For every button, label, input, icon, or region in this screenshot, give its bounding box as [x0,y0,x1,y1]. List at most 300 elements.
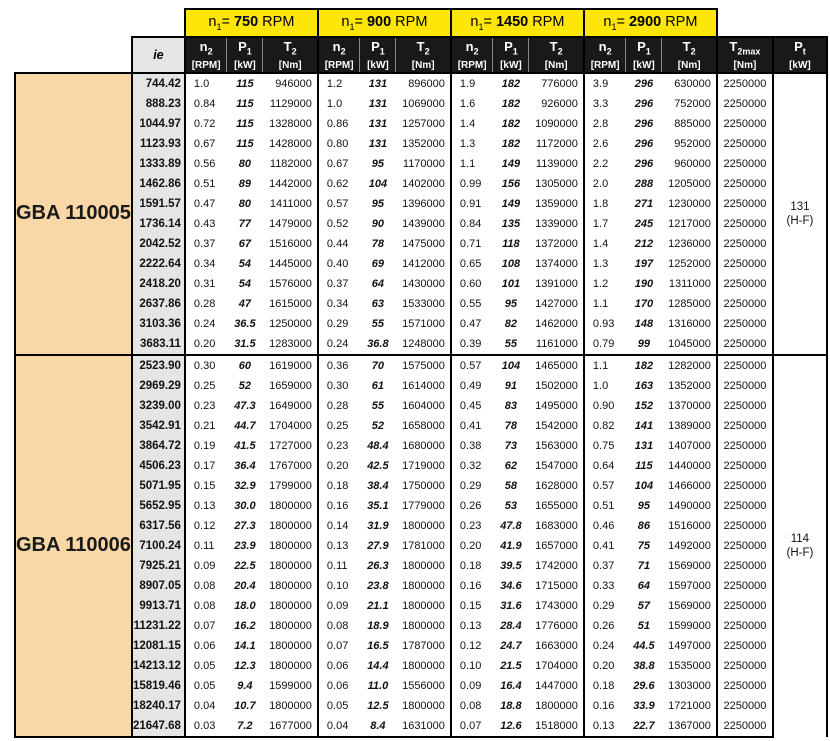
t2max-value: 2250000 [717,294,773,314]
t2-value: 1465000 [529,355,584,376]
table-row [15,456,827,476]
p1-value: 115 [227,73,263,94]
p1-value: 51 [637,619,651,632]
p1-value: 23.8 [367,579,389,592]
t2-value: 1497000 [668,639,711,652]
ie-value: 5652.95 [132,496,185,516]
t2-value: 1715000 [535,579,578,592]
t2-column-header: $T_2$ [Nm] [396,37,451,73]
p1-value: 16.2 [234,619,256,632]
table-row [15,676,827,696]
n2-value: 1.1 [451,154,493,174]
p1-value: 36.5 [234,317,256,330]
p1-value: 44.7 [234,419,256,432]
t2-value: 1462000 [535,317,578,330]
ie-value: 12081.15 [132,636,185,656]
t2-value: 1800000 [402,559,445,572]
p1-value: 118 [502,237,520,250]
n2-value: 0.18 [451,556,493,576]
t2-value: 1217000 [668,217,711,230]
t2-value: 1411000 [269,197,312,210]
p1-value: 149 [501,197,521,210]
t2max-value: 2250000 [717,656,773,676]
t2-value: 1303000 [668,679,711,692]
n2-value: 0.86 [318,114,360,134]
p1-value: 8.4 [360,716,396,737]
t2-value: 1495000 [535,399,578,412]
p1-value: 131 [368,97,388,110]
p1-value: 41.5 [234,439,256,452]
n2-value: 0.23 [318,436,360,456]
n2-value: 0.29 [451,476,493,496]
t2-value: 1428000 [269,137,312,150]
n2-value: 0.20 [584,656,626,676]
n2-value: 0.46 [584,516,626,536]
t2-value: 1372000 [535,237,578,250]
t2-value: 1161000 [535,337,578,350]
t2max-value: 2250000 [717,114,773,134]
ie-value: 21647.68 [132,716,185,737]
t2-value: 1359000 [535,197,578,210]
t2max-value: 2250000 [717,636,773,656]
t2-value: 1439000 [402,217,445,230]
n2-value: 0.47 [185,194,227,214]
n2-value: 0.37 [185,234,227,254]
table-row [15,556,827,576]
n2-value: 0.49 [451,376,493,396]
n2-value: 0.06 [318,676,360,696]
ie-value: 4506.23 [132,456,185,476]
pt-number: 114 [790,533,810,546]
p1-value: 197 [634,257,654,270]
table-row [15,274,827,294]
t2-value: 1614000 [402,379,445,392]
table-row [15,696,827,716]
t2max-value: 2250000 [717,214,773,234]
p1-value: 24.7 [500,639,522,652]
model-label: GBA 110006 [15,355,132,737]
p1-value: 38.4 [367,479,389,492]
p1-value: 80 [238,157,252,170]
table-row [15,636,827,656]
table-row [15,194,827,214]
t2-value: 952000 [674,137,711,150]
table-row [15,596,827,616]
t2max-value: 2250000 [717,334,773,355]
p1-value: 23.9 [234,539,256,552]
t2-value: 776000 [529,73,584,94]
p1-value: 67 [238,237,252,250]
ie-value: 6317.56 [132,516,185,536]
t2-value: 1447000 [535,679,578,692]
t2max-value: 2250000 [717,556,773,576]
n2-value: 0.25 [318,416,360,436]
p1-value: 95 [371,157,385,170]
p1-value: 52 [371,419,385,432]
t2-value: 1374000 [535,257,578,270]
p1-value: 296 [626,73,662,94]
t2max-value: 2250000 [717,576,773,596]
n2-value: 0.20 [185,334,227,355]
t2-value: 1542000 [535,419,578,432]
table-row [15,294,827,314]
t2-value: 1800000 [269,659,312,672]
p1-value: 28.4 [500,619,522,632]
t2-value: 1328000 [269,117,312,130]
p1-value: 33.9 [633,699,655,712]
t2-value: 1599000 [668,619,711,632]
p1-value: 30.0 [234,499,256,512]
t2-value: 1479000 [269,217,312,230]
n2-value: 0.24 [584,636,626,656]
t2-value: 1502000 [535,379,578,392]
pt-value [773,355,827,737]
ie-value: 2042.52 [132,234,185,254]
ie-value: 1462.86 [132,174,185,194]
p1-value: 16.4 [500,679,522,692]
t2max-value: 2250000 [717,174,773,194]
p1-value: 26.3 [367,559,389,572]
t2-value: 1628000 [535,479,578,492]
banner-row [15,9,827,37]
t2-value: 1389000 [668,419,711,432]
t2-value: 1727000 [269,439,312,452]
t2-value: 1779000 [402,499,445,512]
p1-value: 61 [371,379,385,392]
t2max-value: 2250000 [717,274,773,294]
t2-value: 1402000 [402,177,445,190]
p1-value: 64 [371,277,385,290]
n2-value: 0.13 [584,716,626,737]
t2-value: 1396000 [402,197,445,210]
n2-value: 0.29 [318,314,360,334]
n2-value: 0.05 [185,676,227,696]
n2-column-header: $n_2$ [RPM] [318,37,360,73]
table-row [15,154,827,174]
t2-value: 1569000 [668,559,711,572]
t2-value: 1352000 [668,379,711,392]
t2-value: 1800000 [402,659,445,672]
t2-value: 1800000 [402,519,445,532]
p1-value: 34.6 [500,579,522,592]
t2-value: 1490000 [668,499,711,512]
p1-value: 20.4 [234,579,256,592]
n2-value: 0.24 [318,334,360,355]
p1-value: 29.6 [633,679,655,692]
t2-value: 926000 [541,97,578,110]
p1-value: 82 [504,317,518,330]
n2-value: 0.23 [185,396,227,416]
ie-value: 1333.89 [132,154,185,174]
t2-value: 1285000 [668,297,711,310]
ie-value: 2418.20 [132,274,185,294]
p1-value: 44.5 [633,639,655,652]
n2-value: 0.57 [584,476,626,496]
ie-column-header: ie [132,37,185,73]
p1-value: 11.0 [367,679,389,692]
n2-value: 0.82 [584,416,626,436]
t2-value: 1800000 [269,639,312,652]
n2-value: 0.29 [584,596,626,616]
n2-value: 0.79 [584,334,626,355]
n2-value: 0.34 [185,254,227,274]
n2-value: 0.34 [318,294,360,314]
n2-value: 0.26 [451,496,493,516]
p1-value: 78 [371,237,385,250]
t2-value: 1800000 [269,579,312,592]
table-row [15,396,827,416]
t2-value: 1339000 [535,217,578,230]
pt-value [773,73,827,355]
n2-value: 1.1 [584,294,626,314]
p1-value: 57 [637,599,651,612]
p1-value: 95 [637,499,651,512]
p1-value: 18.9 [367,619,389,632]
t2-value: 1649000 [269,399,312,412]
ie-value: 11231.22 [132,616,185,636]
n2-value: 1.3 [451,134,493,154]
n2-value: 0.15 [451,596,493,616]
table-row [15,716,827,737]
t2-value: 1427000 [535,297,578,310]
t2max-value: 2250000 [717,134,773,154]
n2-value: 0.99 [451,174,493,194]
n2-value: 0.09 [185,556,227,576]
t2-value: 1677000 [263,716,318,737]
n2-value: 0.32 [451,456,493,476]
ie-value: 9913.71 [132,596,185,616]
n2-value: 0.51 [185,174,227,194]
ie-value: 3239.00 [132,396,185,416]
table-row [15,114,827,134]
t2-value: 1680000 [402,439,445,452]
p1-value: 156 [501,177,521,190]
table-row [15,174,827,194]
t2-value: 1576000 [269,277,312,290]
t2max-value: 2250000 [717,396,773,416]
top-right-spacer [717,9,827,37]
n2-value: 0.56 [185,154,227,174]
p1-value: 73 [504,439,518,452]
t2-value: 1492000 [668,539,711,552]
p1-value: 152 [634,399,654,412]
p1-value: 36.4 [234,459,256,472]
n2-value: 0.15 [185,476,227,496]
n2-value: 2.0 [584,174,626,194]
n2-value: 3.9 [584,73,626,94]
t2max-value: 2250000 [717,676,773,696]
banner-n1-1450: $n_1= 1450$ RPM [451,9,584,37]
p1-value: 63 [371,297,385,310]
column-header-row [15,37,827,73]
p1-value: 53 [504,499,518,512]
t2max-value: 2250000 [717,194,773,214]
n2-value: 0.43 [185,214,227,234]
ie-value: 7100.24 [132,536,185,556]
ie-value: 1591.57 [132,194,185,214]
n2-value: 0.11 [318,556,360,576]
n2-value: 0.11 [185,536,227,556]
banner-n1-2900: $n_1= 2900$ RPM [584,9,717,37]
n2-column-header: $n_2$ [RPM] [584,37,626,73]
p1-value: 182 [501,97,521,110]
t2-value: 1663000 [535,639,578,652]
t2max-value: 2250000 [717,355,773,376]
n2-value: 0.84 [185,94,227,114]
table-row [15,314,827,334]
p1-value: 39.5 [500,559,522,572]
table-row [15,496,827,516]
n2-value: 0.31 [185,274,227,294]
n2-value: 1.0 [318,94,360,114]
t2-value: 1412000 [402,257,445,270]
t2-value: 1800000 [402,579,445,592]
n2-value: 0.64 [584,456,626,476]
p1-value: 182 [501,137,521,150]
n2-value: 0.13 [451,616,493,636]
p1-value: 55 [504,337,518,350]
p1-value: 14.4 [367,659,389,672]
ie-value: 888.23 [132,94,185,114]
ie-value: 1736.14 [132,214,185,234]
t2-value: 1800000 [269,539,312,552]
t2-value: 1430000 [402,277,445,290]
p1-value: 131 [634,439,654,452]
n2-value: 0.93 [584,314,626,334]
t2-value: 1799000 [269,479,312,492]
ie-value: 2523.90 [132,355,185,376]
t2-value: 1800000 [269,619,312,632]
n2-value: 0.30 [185,355,227,376]
table-row [15,214,827,234]
t2-value: 1800000 [402,699,445,712]
table-row [15,536,827,556]
t2max-value: 2250000 [717,436,773,456]
p1-column-header: $P_1$ [kW] [360,37,396,73]
p1-value: 115 [236,137,254,150]
table-row [15,73,827,94]
t2-value: 1367000 [662,716,717,737]
top-left-spacer [15,9,185,37]
n2-value: 0.08 [185,596,227,616]
p1-value: 182 [493,73,529,94]
t2-value: 1248000 [402,337,445,350]
p1-value: 104 [634,479,654,492]
p1-value: 60 [227,355,263,376]
n2-value: 0.28 [318,396,360,416]
table-row [15,476,827,496]
p1-value: 12.6 [493,716,529,737]
ie-value: 1044.97 [132,114,185,134]
n2-value: 0.20 [451,536,493,556]
t2max-value: 2250000 [717,234,773,254]
t2-value: 752000 [674,97,711,110]
n2-value: 0.08 [185,576,227,596]
t2-value: 630000 [662,73,717,94]
p1-value: 54 [238,257,252,270]
t2-value: 1575000 [396,355,451,376]
p1-value: 35.1 [367,499,389,512]
n2-value: 1.0 [185,73,227,94]
n2-value: 0.47 [451,314,493,334]
p1-value: 18.0 [234,599,256,612]
t2-value: 1407000 [668,439,711,452]
n2-value: 0.09 [451,676,493,696]
p1-value: 64 [637,579,651,592]
p1-value: 86 [637,519,651,532]
n2-value: 1.4 [584,234,626,254]
n2-value: 0.41 [451,416,493,436]
ie-value: 3103.36 [132,314,185,334]
p1-value: 163 [634,379,654,392]
t2-value: 1282000 [662,355,717,376]
ie-value: 7925.21 [132,556,185,576]
table-row [15,254,827,274]
table-row [15,656,827,676]
t2-value: 1547000 [535,459,578,472]
p1-value: 32.9 [234,479,256,492]
spec-table [14,8,828,738]
p1-value: 7.2 [227,716,263,737]
t2-value: 1750000 [402,479,445,492]
t2-value: 1139000 [535,157,578,170]
pt-note: (H-F) [786,547,814,560]
n2-value: 0.13 [185,496,227,516]
p1-value: 58 [504,479,518,492]
n2-value: 0.44 [318,234,360,254]
t2-value: 1597000 [668,579,711,592]
t2-value: 1182000 [269,157,312,170]
p1-value: 42.5 [367,459,389,472]
n2-value: 0.08 [318,616,360,636]
ie-value: 1123.93 [132,134,185,154]
p1-value: 115 [236,97,254,110]
t2-value: 1563000 [535,439,578,452]
t2max-value: 2250000 [717,254,773,274]
n2-value: 0.04 [185,696,227,716]
p1-column-header: $P_1$ [kW] [493,37,529,73]
table-row [15,134,827,154]
n2-value: 0.71 [451,234,493,254]
p1-value: 148 [634,317,654,330]
t2-value: 1704000 [535,659,578,672]
t2max-value: 2250000 [717,376,773,396]
p1-value: 36.8 [367,337,389,350]
p1-value: 22.5 [234,559,256,572]
p1-column-header: $P_1$ [kW] [626,37,662,73]
t2max-value: 2250000 [717,416,773,436]
n2-value: 3.3 [584,94,626,114]
p1-value: 22.7 [626,716,662,737]
t2-value: 1170000 [402,157,445,170]
p1-value: 80 [238,197,252,210]
table-row [15,576,827,596]
table-row [15,376,827,396]
t2-value: 1800000 [402,599,445,612]
n2-value: 0.10 [318,576,360,596]
p1-value: 9.4 [237,679,253,692]
p1-column-header: $P_1$ [kW] [227,37,263,73]
n2-value: 0.90 [584,396,626,416]
n2-value: 0.25 [185,376,227,396]
t2-value: 1657000 [535,539,578,552]
t2-value: 1440000 [668,459,711,472]
t2max-value: 2250000 [717,496,773,516]
p1-value: 90 [371,217,385,230]
t2-value: 1743000 [535,599,578,612]
p1-value: 89 [238,177,252,190]
p1-value: 31.5 [234,337,256,350]
